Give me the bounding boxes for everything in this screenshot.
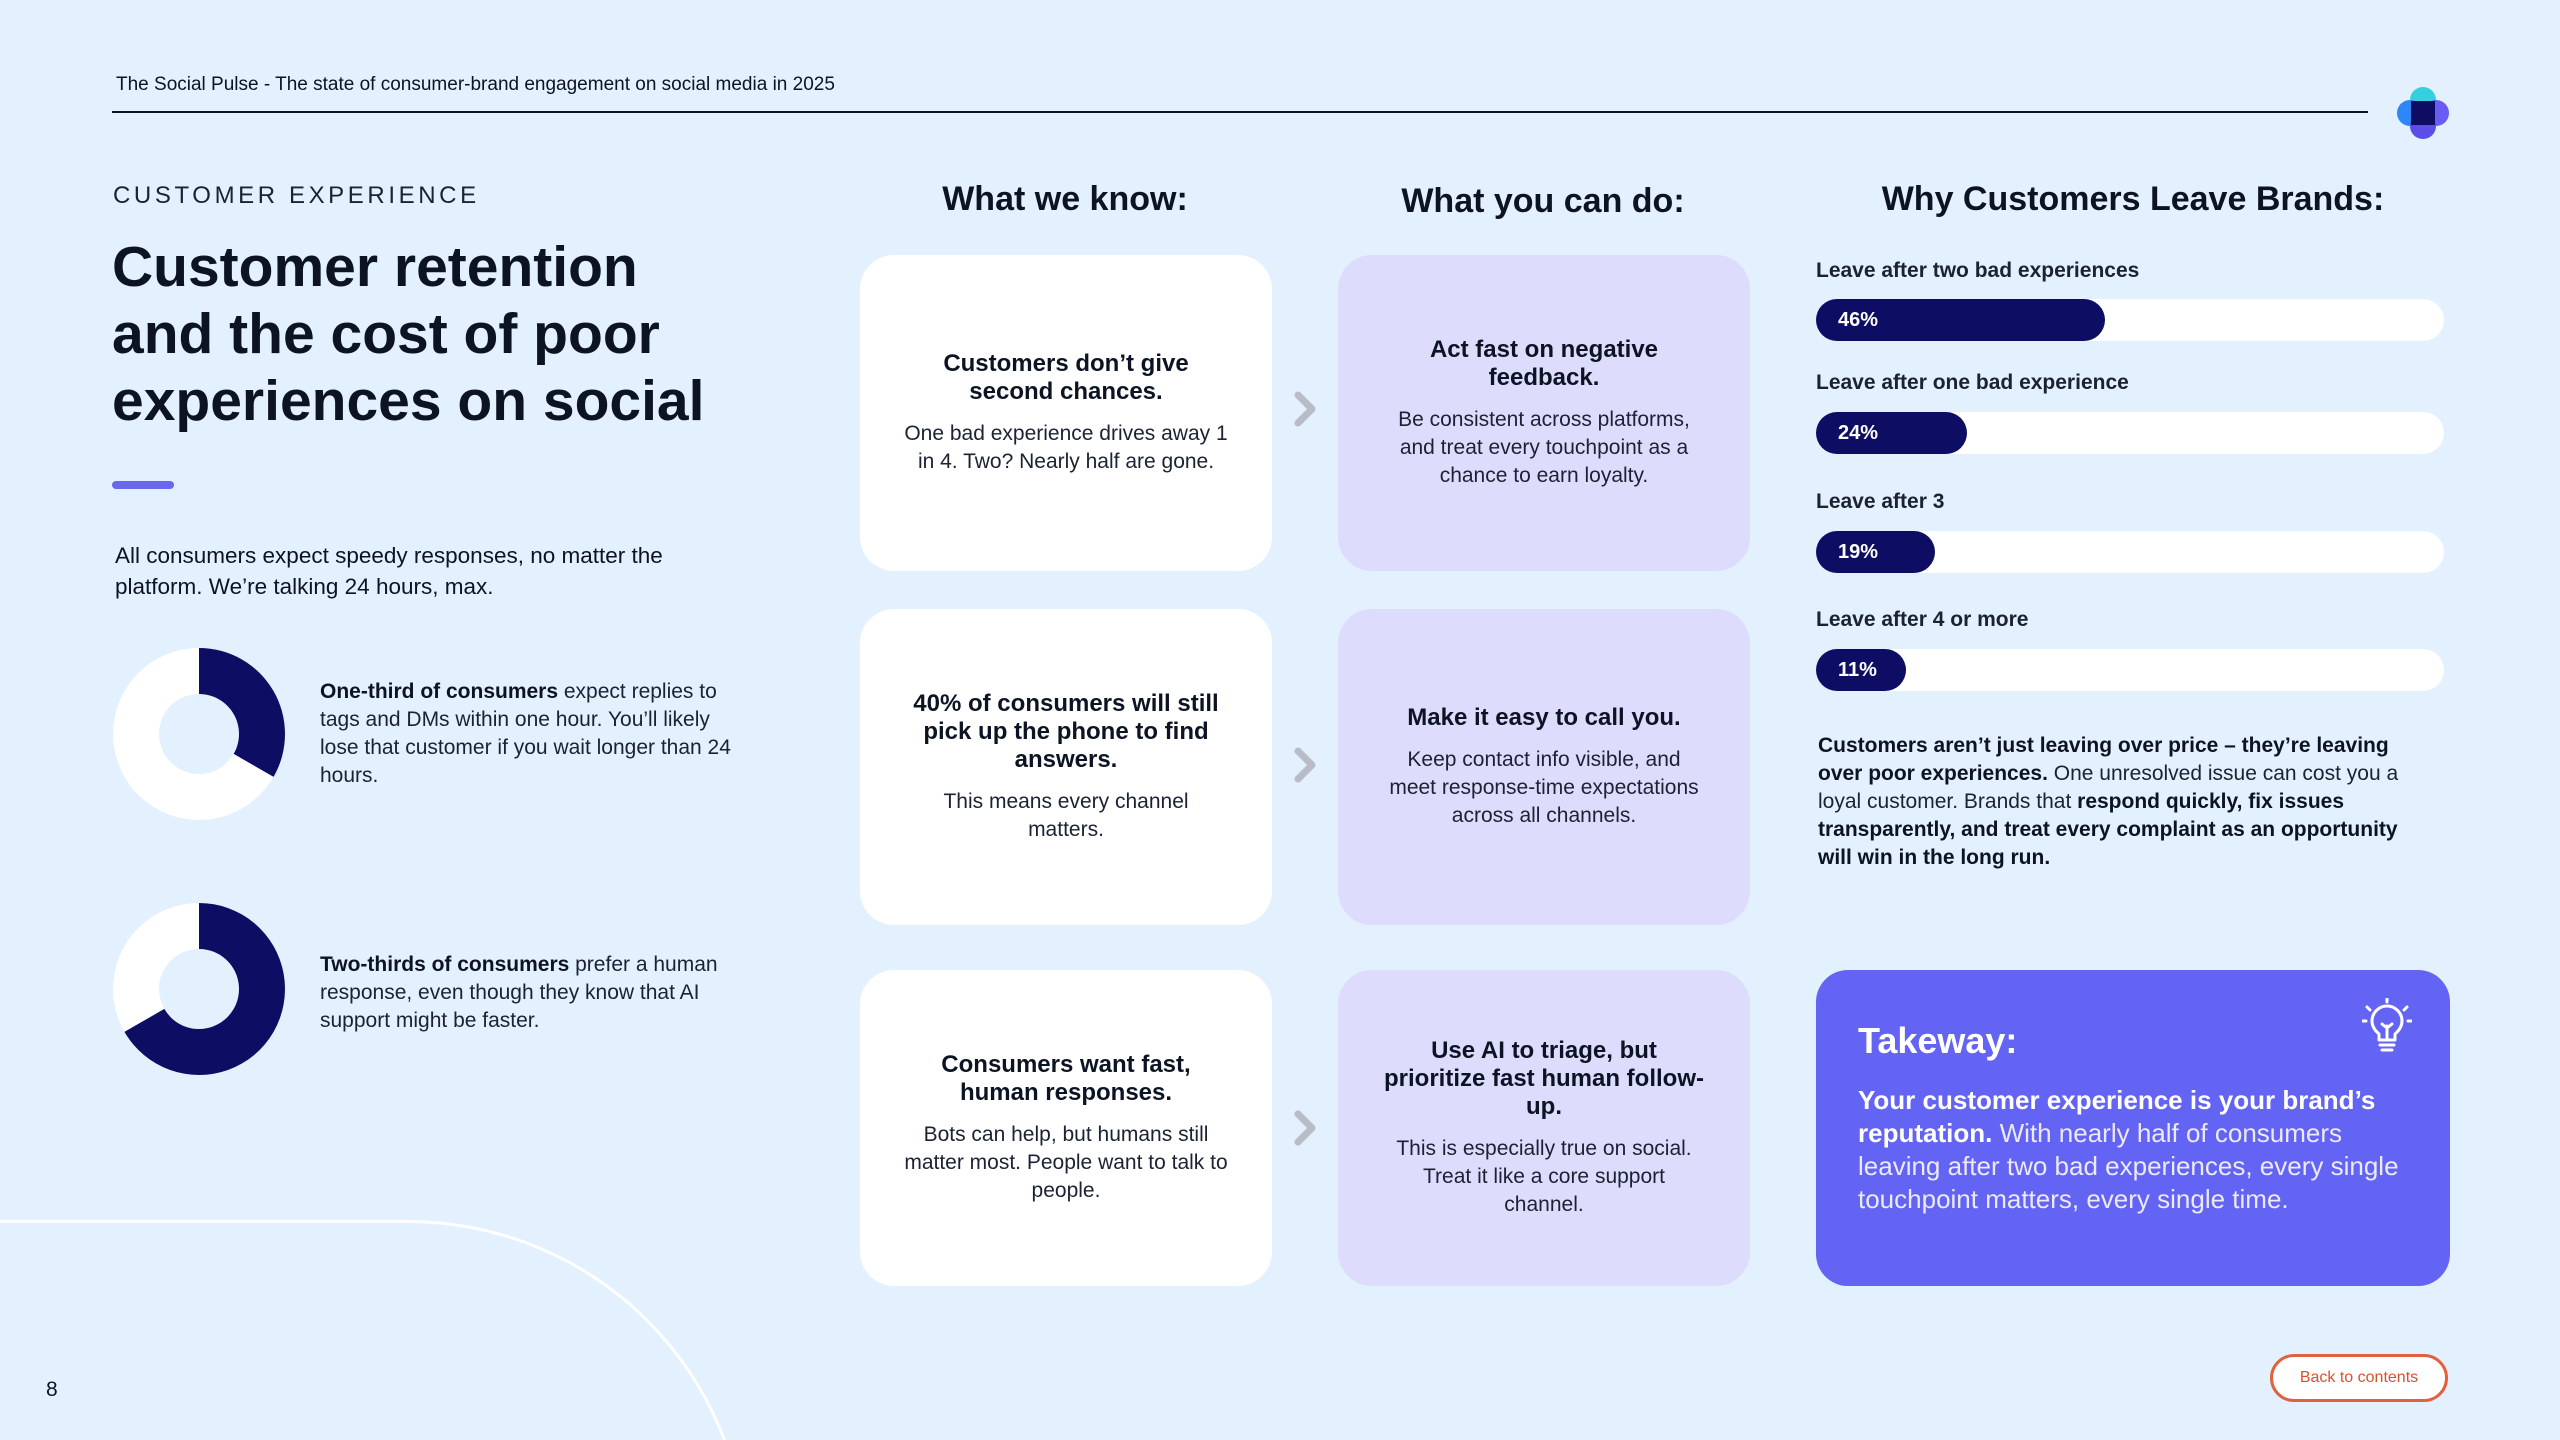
what-we-know-heading: What we know: bbox=[942, 180, 1188, 218]
bar-category-label: Leave after one bad experience bbox=[1816, 371, 2129, 394]
action-card bbox=[1338, 255, 1750, 571]
what-you-can-do-heading: What you can do: bbox=[1401, 182, 1685, 220]
card-body: Bots can help, but humans still matter most. People want to talk to people. bbox=[904, 1123, 1228, 1202]
bar-value-label: 19% bbox=[1838, 541, 1879, 563]
lightbulb-icon bbox=[2362, 998, 2412, 1056]
donut-chart-two-thirds bbox=[113, 903, 285, 1075]
takeaway-body bbox=[1858, 1084, 2408, 1216]
bar-value-label: 24% bbox=[1838, 422, 1879, 444]
card-title: Consumers want fast, human responses. bbox=[941, 1051, 1191, 1106]
card-title: Use AI to triage, but prioritize fast human follow-up. bbox=[1383, 1037, 1704, 1120]
page-number: 8 bbox=[46, 1378, 58, 1401]
summary-highlight: respond quickly, fix issues transparently, and treat every complaint as an opportunity will win in the long run. bbox=[1818, 790, 2398, 869]
know-card bbox=[860, 255, 1272, 571]
donut-segment bbox=[199, 648, 285, 777]
chevron-right-icon bbox=[1290, 387, 1322, 431]
bar-category-label: Leave after 4 or more bbox=[1816, 608, 2029, 631]
intro-text: All consumers expect speedy responses, no matter the platform. We’re talking 24 hours, max. bbox=[115, 543, 663, 599]
brand-logo-icon bbox=[2394, 84, 2452, 142]
card-body: Be consistent across platforms, and treat every touchpoint as a chance to earn loyalty. bbox=[1398, 408, 1690, 487]
stat-body: prefer a human response, even though they know that AI support might be faster. bbox=[320, 953, 718, 1032]
section-eyebrow: CUSTOMER EXPERIENCE bbox=[113, 182, 480, 209]
stat-body: expect replies to tags and DMs within one hour. You’ll likely lose that customer if you wait longer than 24 hours. bbox=[320, 680, 731, 787]
chevron-right-icon bbox=[1290, 1106, 1322, 1150]
chevron-right-icon bbox=[1290, 743, 1322, 787]
page-title: Customer retention and the cost of poor experiences on social bbox=[112, 235, 705, 433]
chart-summary-text bbox=[1818, 732, 2414, 872]
know-card bbox=[860, 970, 1272, 1286]
bar-category-label: Leave after two bad experiences bbox=[1816, 259, 2140, 282]
action-card bbox=[1338, 970, 1750, 1286]
takeaway-highlight: Your customer experience is your brand’s reputation. bbox=[1858, 1085, 2376, 1148]
card-title: Act fast on negative feedback. bbox=[1429, 336, 1659, 391]
bar-track bbox=[1816, 649, 2444, 691]
bar-track bbox=[1816, 531, 2444, 573]
action-card bbox=[1338, 609, 1750, 925]
report-title: The Social Pulse - The state of consumer-brand engagement on social media in 2025 bbox=[116, 74, 835, 95]
card-body: This means every channel matters. bbox=[943, 790, 1189, 841]
donut-chart-one-third bbox=[113, 648, 285, 820]
stat-text-one-third bbox=[320, 678, 740, 790]
chart-title: Why Customers Leave Brands: bbox=[1881, 180, 2385, 218]
card-body: Keep contact info visible, and meet response-time expectations across all channels. bbox=[1389, 748, 1699, 827]
back-to-contents-button[interactable]: Back to contents bbox=[2270, 1354, 2448, 1402]
bar-value-label: 11% bbox=[1838, 659, 1877, 681]
stat-text-two-thirds bbox=[320, 951, 720, 1035]
decorative-arc bbox=[0, 1220, 748, 1440]
card-title: Customers don’t give second chances. bbox=[943, 350, 1189, 405]
summary-highlight: Customers aren’t just leaving over price – they’re leaving over poor experiences. bbox=[1818, 734, 2389, 785]
card-title: 40% of consumers will still pick up the phone to find answers. bbox=[913, 690, 1219, 773]
header-divider bbox=[112, 111, 2368, 113]
bar-category-label: Leave after 3 bbox=[1816, 490, 1945, 513]
takeaway-card bbox=[1816, 970, 2450, 1286]
summary-body: One unresolved issue can cost you a loyal customer. Brands that bbox=[1818, 762, 2399, 813]
card-title: Make it easy to call you. bbox=[1407, 704, 1681, 731]
bar-value-label: 46% bbox=[1838, 309, 1879, 331]
card-body: One bad experience drives away 1 in 4. Two? Nearly half are gone. bbox=[904, 422, 1228, 473]
takeaway-text: With nearly half of consumers leaving after two bad experiences, every single touchpoint matters, every single time. bbox=[1858, 1118, 2399, 1214]
bar-track bbox=[1816, 412, 2444, 454]
title-accent-bar bbox=[112, 481, 174, 489]
stat-highlight: One-third of consumers bbox=[320, 680, 559, 703]
takeaway-title: Takeway: bbox=[1858, 1020, 2018, 1061]
bar-track bbox=[1816, 299, 2444, 341]
stat-highlight: Two-thirds of consumers bbox=[320, 953, 570, 976]
know-card bbox=[860, 609, 1272, 925]
card-body: This is especially true on social. Treat it like a core support channel. bbox=[1396, 1137, 1692, 1216]
